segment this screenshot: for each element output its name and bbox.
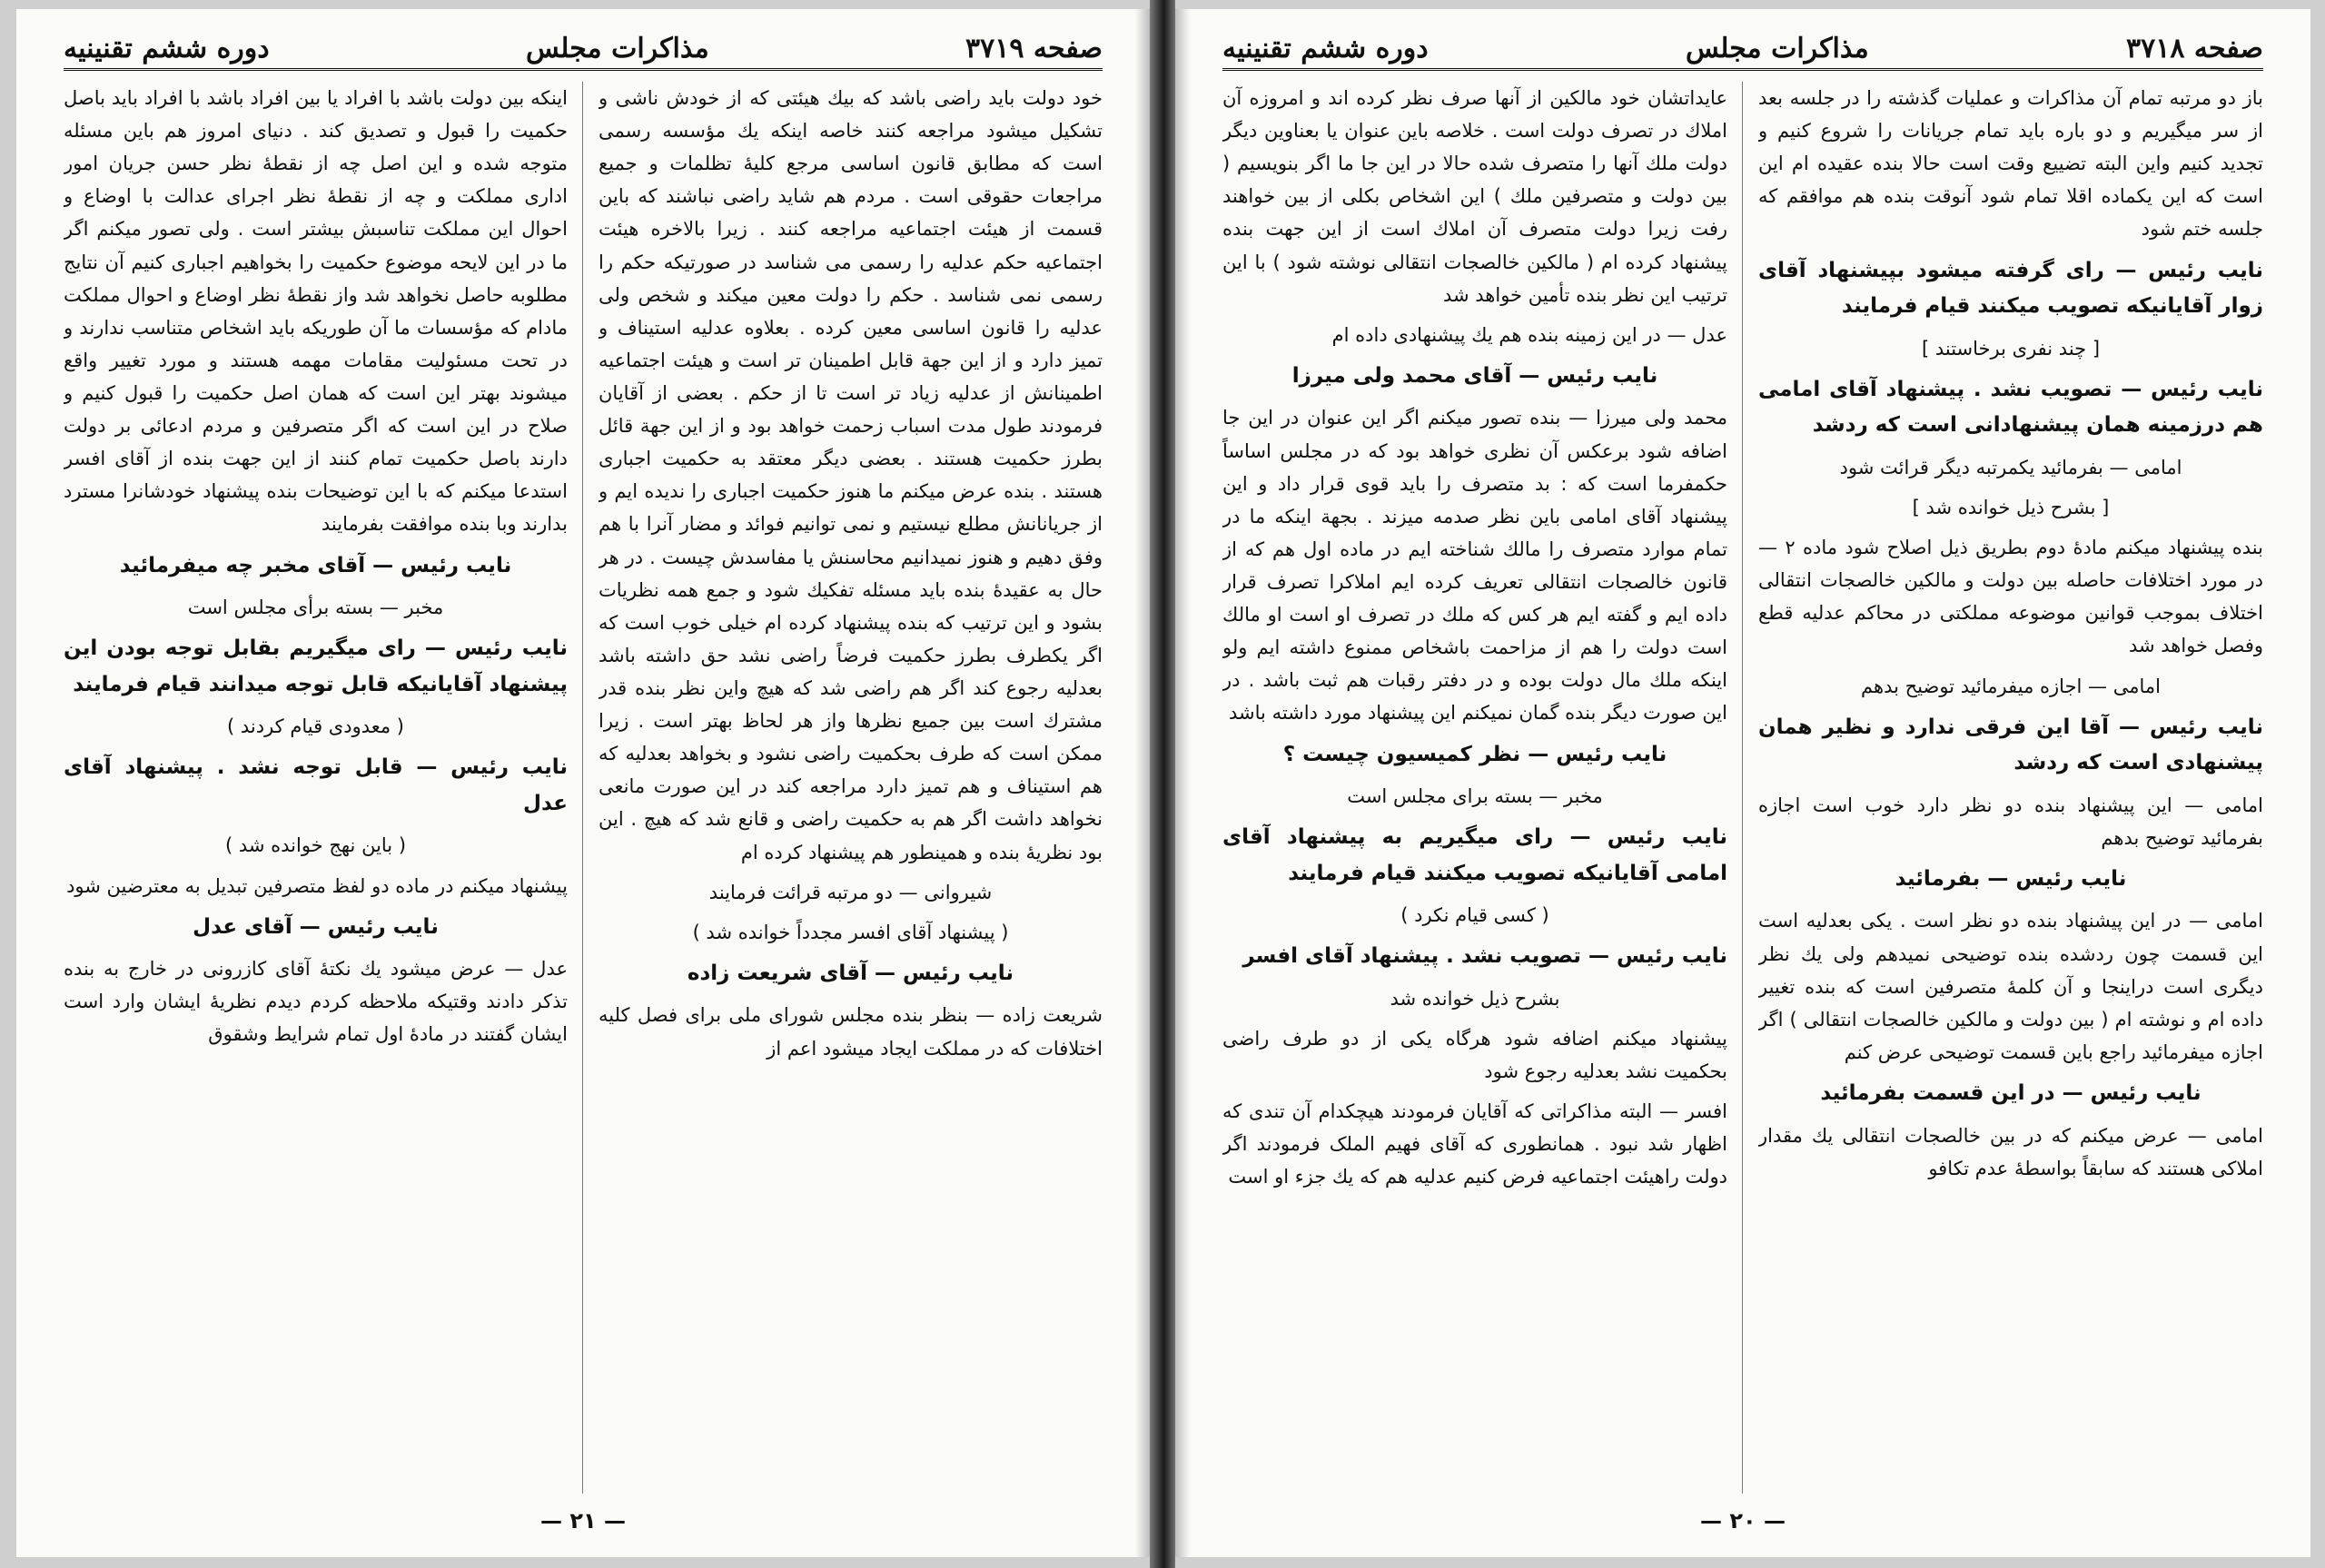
paragraph: امامی — بفرمائید یکمرتبه دیگر قرائت شود [1839,456,2182,478]
paragraph: مخبر — بسته برای مجلس است [1347,785,1603,808]
header-title: مذاکرات مجلس [1686,33,1869,64]
page-header [1222,29,2263,71]
column-right [599,82,1103,1494]
header-title: مذاکرات مجلس [526,33,709,64]
paragraph: ( کسی قیام نکرد ) [1400,904,1549,927]
paragraph: نایب رئیس — رای میگیریم بقابل توجه بودن این پیشنهاد آقایانیکه قابل توجه میدانند قیام فرمایند [64,636,568,696]
paragraph: نایب رئیس — رای گرفته میشود بپیشنهاد آقای زوار آقایانیکه تصویب میکنند قیام فرمایند [1758,258,2263,319]
paragraph: نایب رئیس — رای میگیریم به پیشنهاد آقای امامی آقایانیکه تصویب میکنند قیام فرمایند [1222,825,1727,885]
paragraph: عدل — عرض میشود یك نکتهٔ آقای کازرونی در خارج به بنده تذکر دادند وقتیکه ملاحظه کردم دیدم نظریهٔ ایشان وارد است ایشان گفتند در مادهٔ اول تمام شرایط وشقوق [64,958,568,1046]
page-edge-shadow [1175,9,1190,1557]
page-header [64,29,1103,71]
paragraph: نایب رئیس — تصویب نشد . پیشنهاد آقای امامی هم درزمینه همان پیشنهادانی است که ردشد [1758,377,2263,438]
paragraph: اینکه بین دولت باشد با افراد یا بین افراد باشد با افراد باید باصل حکمیت را قبول و تصدیق کند . دنیای امروز هم باین مسئله متوجه شده و این اصل چه از نقطهٔ نظر حسن جریان امور اداری مملکت و چه از نقطهٔ نظر اجرای عدالت با اوضاع و احوال این مملکت تناسبش بیشتر است . ولی تصور میکنم اگر ما در این لایحه موضوع حکمیت را بخواهیم اجباری کنیم آن نتایج مطلوبه حاصل نخواهد شد واز نقطهٔ نظر اوضاع و احوال مملکت مادام که مؤسسات ما آن طوریکه باید اشخاص متناسب ندارند و در تحت مسئولیت مقامات مهمه هستند و مورد تغییر واقع میشوند بهتر این است که همان اصل حکمیت را قبول کنیم و صلاح در این است که اگر متصرفین و مردم ادعائی بر دولت دارند باصل حکمیت تمام کنند از این جهت بنده از آقای افسر استدعا میکنم که با این توضیحات بنده پیشنهاد خودشانرا مسترد بدارند وبا بنده موافقت بفرمایند [64,87,568,536]
paragraph: افسر — البته مذاکراتی که آقایان فرمودند هیچکدام آن تندی که اظهار شد نبود . همانطوری که آقای فهیم الملک فرمودند اگر دولت راهیئت اجتماعیه فرض کنیم عدلیه هم که یك جزء او است [1222,1100,1727,1188]
paragraph: امامی — عرض میکنم که در بین خالصجات انتقالی یك مقدار املاکی هستند که سابقاً بواسطهٔ عدم تکافو [1758,1124,2263,1179]
page-footer-number: — ۲۰ — [1699,1508,1786,1533]
paragraph: ( باین نهج خوانده شد ) [224,834,407,857]
text-columns [64,82,1103,1494]
paragraph: خود دولت باید راضی باشد که بیك هیئتی که از خودش ناشی و تشکیل میشود مراجعه کنند خاصه اینکه یك مؤسسه رسمی است که مطابق قانون اساسی مرجع کلیهٔ تظلمات و جمیع مراجعات حقوقی است . مردم هم شاید راضی نباشند که باین قسمت از هیئت اجتماعیه مراجعه کنند . زیرا بالاخره هیئت اجتماعیه حکم عدلیه را رسمی می شناسد در صورتیکه حکم را رسمی نمی شناسد . حکم را دولت معین میکند و شخص ولی عدلیه را قانون اساسی معین کرده . بعلاوه عدلیه استیناف و تمیز دارد و از این جهة قابل اطمینان تر است و هیئت اجتماعیه اطمینانش از عدلیه زیاد تر است تا از حکم . بعضی از آقایان فرمودند طول مدت اسباب زحمت خواهد بود و از این جهة قائل بطرز حکمیت هستند . بعضی دیگر معتقد به حکمیت اجباری هستند . بنده عرض میکنم ما هنوز حکمیت اجباری را ندیده ایم و از جریانانش مطلع نیستیم و نمی توانیم فوائد و مضار آنرا با هم وفق دهیم و هنوز نمیدانیم محاسنش یا مفاسدش چیست . در هر حال به عقیدهٔ بنده باید مسئله تفکیك شود و جمع همه نظریات بشود و این ترتیب که بنده پیشنهاد کرده ام خیلی خوب است که اگر یکطرف بطرز حکمیت فرضاً راضی نشد حق داشته باشد بعدلیه رجوع کند اگر هم راضی شد که هیچ واین نظر بنده قدر مشترك است بین جمیع نظرها واز هر لحاظ بهتر است . زیرا ممکن است که طرف بحکمیت راضی نشود و بخواهد بعدلیه که هم استیناف و هم تمیز دارد مراجعه کند در این صورت مانعی نخواهد داشت اگر هم به حکمیت راضی و قانع شد که هیچ . این بود نظریهٔ بنده و همینطور هم پیشنهاد کرده ام [599,87,1103,863]
paragraph: پیشنهاد میکنم اضافه شود هرگاه یکی از دو طرف راضی بحکمیت نشد بعدلیه رجوع شود [1222,1028,1727,1083]
header-session: دوره ششم تقنینیه [64,33,270,64]
paragraph: نایب رئیس — آقای مخبر چه میفرمائید [119,553,512,577]
paragraph: ( معدودی قیام کردند ) [227,715,404,738]
paragraph: ( پیشنهاد آقای افسر مجدداً خوانده شد ) [692,921,1009,943]
header-page-number: صفحه ۳۷۱۸ [2126,33,2263,64]
paragraph: نایب رئیس — بفرمائید [1895,866,2127,891]
page-footer-number: — ۲۱ — [539,1508,626,1533]
paragraph: نایب رئیس — قابل توجه نشد . پیشنهاد آقای عدل [64,755,568,815]
column-right [1758,82,2263,1494]
paragraph: نایب رئیس — تصویب نشد . پیشنهاد آقای افسر [1242,944,1727,969]
paragraph: مخبر — بسته برأی مجلس است [187,597,444,619]
column-divider [582,82,583,1494]
paragraph: نایب رئیس — آقای شریعت زاده [687,961,1014,985]
paragraph: نایب رئیس — آقای عدل [193,914,439,939]
column-left [1222,82,1727,1494]
paragraph: بنده پیشنهاد میکنم مادهٔ دوم بطریق ذیل اصلاح شود ماده ۲ — در مورد اختلافات حاصله بین دولت و مالکین خالصجات انتقالی اختلاف بموجب قوانین موضوعه مملکتی در محاکم عدلیه قطع وفصل خواهد شد [1758,537,2263,657]
right-page [1175,9,2310,1557]
paragraph: محمد ولی میرزا — بنده تصور میکنم اگر این عنوان در این جا اضافه شود برعکس آن نظری خواهد بود که در مجلس اساساً حکمفرما است که : بد متصرف را باید قوی قرار داد و این پیشنهاد آقای امامی باین نظر صدمه میزند . بجهة اینکه ما در تمام موارد متصرف را مالك شناخته ایم در ماده اول هم که از قانون خالصجات انتقالی تعریف کرده ایم املاکرا تصرف قرار داده ایم و گفته ایم هر کس که ملك در تصرف او است او مالك است دولت را هم از مزاحمت باشخاص ممنوع داشته ایم ولو اینکه ملك مال دولت بوده و در دفتر رقبات هم ثبت باشد . در این صورت دیگر بنده گمان نمیکنم این پیشنهاد مورد داشته باشد [1222,407,1727,725]
header-session: دوره ششم تقنینیه [1222,33,1429,64]
book-gutter [1150,0,1175,1568]
column-divider [1742,82,1743,1494]
paragraph: باز دو مرتبه تمام آن مذاکرات و عملیات گذشته را در جلسه بعد از سر میگیریم و دو باره باید تمام جریانات را شروع کنیم و تجدید کنیم واین البته تضییع وقت است حالا بنده عقیده ام این است که این یکماده اقلا تمام شود آنوقت بنده هم موافقم که جلسه ختم شود [1758,87,2263,241]
paragraph: عایداتشان خود مالکین از آنها صرف نظر کرده اند و امروزه آن املاك در تصرف دولت است . خلاصه باین عنوان یا بعناوین دیگر دولت ملك آنها را متصرف شده حالا در این جا ما اگر بنویسیم ( بین دولت و متصرفین ملك ) این اشخاص بکلی از بین خواهند رفت زیرا دولت متصرف آن املاك است از این جهت بنده پیشنهاد کرده ام ( مالکین خالصجات انتقالی نوشته شود ) با این ترتیب این نظر بنده تأمین خواهد شد [1222,87,1727,306]
text-columns [1222,82,2263,1494]
paragraph: بشرح ذیل خوانده شد [1390,987,1560,1010]
paragraph: نایب رئیس — در این قسمت بفرمائید [1820,1081,2201,1106]
column-left [64,82,568,1494]
paragraph: شریعت زاده — بنظر بنده مجلس شورای ملی برای فصل کلیه اختلافات که در مملکت ایجاد میشود اعم از [599,1004,1103,1060]
paragraph: نایب رئیس — نظر کمیسیون چیست ؟ [1282,742,1667,766]
paragraph: امامی — اجازه میفرمائید توضیح بدهم [1861,675,2161,697]
paragraph: نایب رئیس — آقای محمد ولی میرزا [1291,363,1658,388]
paragraph: امامی — این پیشنهاد بنده دو نظر دارد خوب است اجازه بفرمائید توضیح بدهم [1758,794,2263,849]
left-page [16,9,1150,1557]
paragraph: پیشنهاد میکنم در ماده دو لفظ متصرفین تبدیل به معترضین شود [66,874,568,897]
paragraph: امامی — در این پیشنهاد بنده دو نظر است . یکی بعدلیه است این قسمت چون ردشده بنده توضیحی نمیدهم ولی یك نظر دیگری است دراینجا و آن کلمهٔ متصرفین است که بنده تغییر داده ام و نوشته ام ( بین دولت و مالکین خالصجات انتقالی ) اگر اجازه میفرمائید راجع باین قسمت توضیحی عرض کنم [1758,910,2263,1063]
paragraph: عدل — در این زمینه بنده هم یك پیشنهادی داده ام [1331,323,1727,346]
paragraph: [ بشرح ذیل خوانده شد ] [1912,496,2110,518]
paragraph: شیروانی — دو مرتبه قرائت فرمایند [708,881,993,903]
page-edge-shadow [1135,9,1150,1557]
header-page-number: صفحه ۳۷۱۹ [965,33,1103,64]
paragraph: نایب رئیس — آقا این فرقی ندارد و نظیر همان پیشنهادی است که ردشد [1758,715,2263,775]
paragraph: [ چند نفری برخاستند ] [1921,337,2101,360]
